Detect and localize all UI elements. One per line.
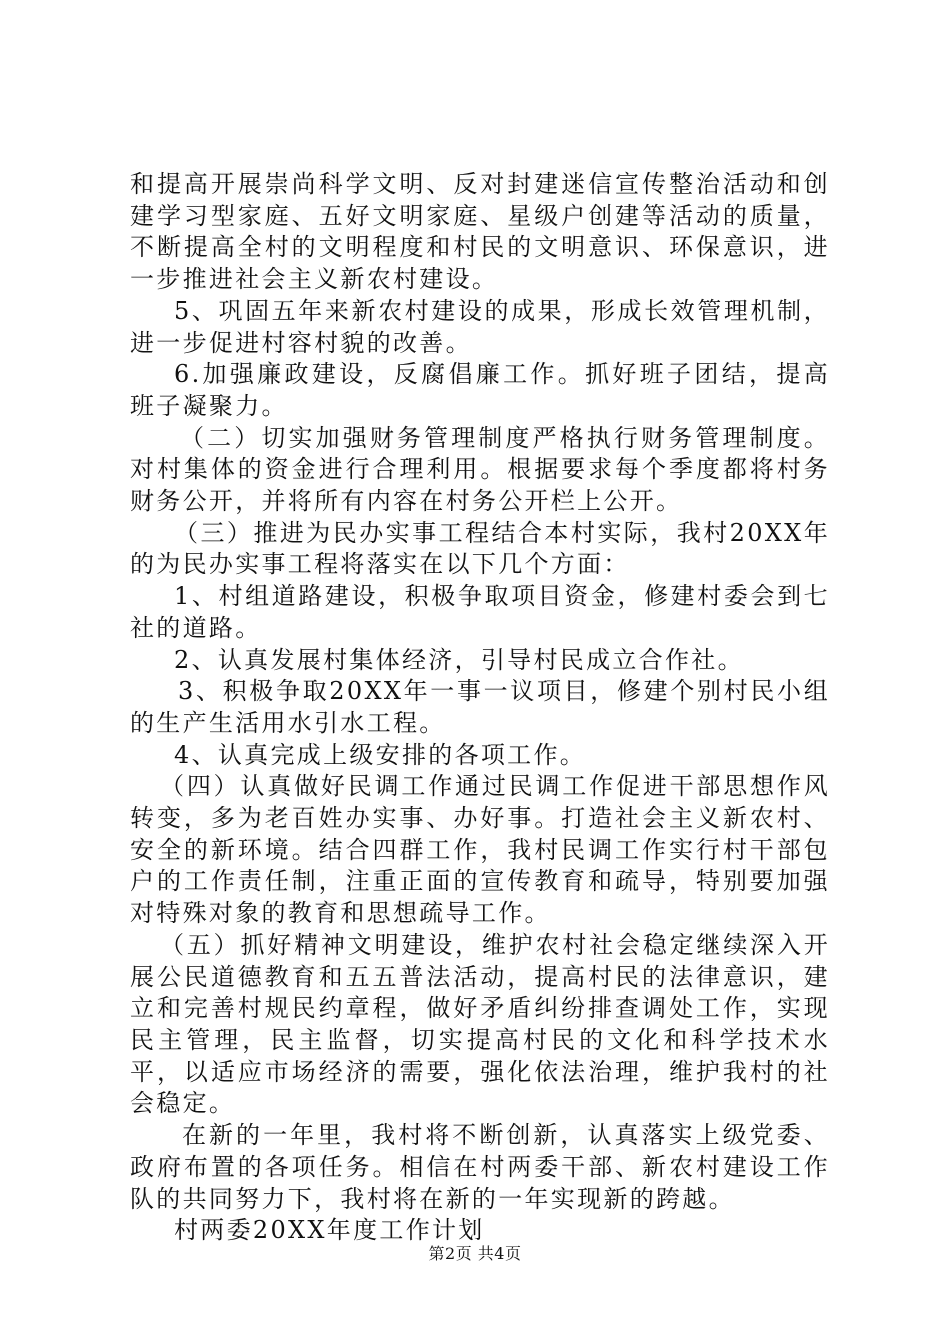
paragraph-continuation: 和提高开展崇尚科学文明、反对封建迷信宣传整治活动和创建学习型家庭、五好文明家庭、星级户创建等活动的质量，不断提高全村的文明程度和村民的文明意识、环保意识，进一步推进社会主义新农村建设。 xyxy=(130,170,830,294)
paragraph-item-3: 3、积极争取20XX年一事一议项目，修建个别村民小组的生产生活用水引水工程。 xyxy=(130,677,830,737)
paragraph-item-5: 5、巩固五年来新农村建设的成果，形成长效管理机制，进一步促进村容村貌的改善。 xyxy=(130,296,830,357)
paragraph-section-4: （四）认真做好民调工作通过民调工作促进干部思想作风转变，多为老百姓办实事、办好事。打造社会主义新农村、安全的新环境。结合四群工作，我村民调工作实行村干部包户的工作责任制，注重正面的宣传教育和疏导，特别要加强对特殊对象的教育和思想疏导工作。 xyxy=(130,772,830,928)
paragraph-item-2: 2、认真发展村集体经济，引导村民成立合作社。 xyxy=(174,645,744,674)
paragraph-next-title: 村两委20XX年度工作计划 xyxy=(174,1216,485,1245)
paragraph-section-5: （五）抓好精神文明建设，维护农村社会稳定继续深入开展公民道德教育和五五普法活动，提高村民的法律意识，建立和完善村规民约章程，做好矛盾纠纷排查调处工作，实现民主管理，民主监督，切实提高村民的文化和科学技术水平，以适应市场经济的需要，强化依法治理，维护我村的社会稳定。 xyxy=(130,930,830,1118)
document-body xyxy=(130,169,830,1247)
paragraph-closing: 在新的一年里，我村将不断创新，认真落实上级党委、政府布置的各项任务。相信在村两委干部、新农村建设工作队的共同努力下，我村将在新的一年实现新的跨越。 xyxy=(130,1121,830,1213)
paragraph-item-6: 6.加强廉政建设，反腐倡廉工作。抓好班子团结，提高班子凝聚力。 xyxy=(130,360,830,420)
paragraph-item-4: 4、认真完成上级安排的各项工作。 xyxy=(174,740,587,769)
paragraph-section-3: （三）推进为民办实事工程结合本村实际，我村20XX年的为民办实事工程将落实在以下几个方面： xyxy=(130,518,830,579)
paragraph-item-1: 1、村组道路建设，积极争取项目资金，修建村委会到七社的道路。 xyxy=(130,582,830,642)
page-footer: 第2页 共4页 xyxy=(428,1244,522,1263)
paragraph-section-2: （二）切实加强财务管理制度严格执行财务管理制度。对村集体的资金进行合理利用。根据要求每个季度都将村务财务公开，并将所有内容在村务公开栏上公开。 xyxy=(130,423,830,516)
